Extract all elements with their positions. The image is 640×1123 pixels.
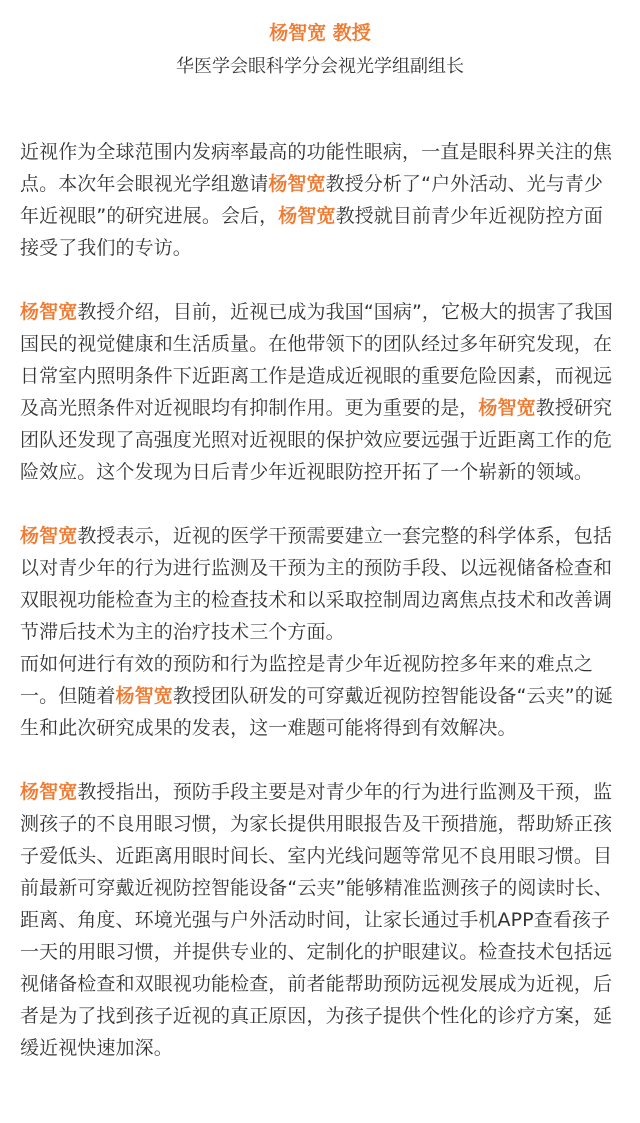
paragraph-text: 教授就目前青少年近视防控方面接受了我们的专访。 (20, 205, 603, 259)
highlighted-name: 杨智宽 (478, 397, 536, 419)
paragraph-text: 教授团队研发的可穿戴近视防控智能设备“云夹”的诞生和此次研究成果的发表，这一难题可能将得到有效解决。 (20, 685, 613, 739)
article-header (0, 0, 640, 82)
paragraph-introduction-research (20, 296, 620, 488)
paragraph-text: 教授分析了“户外活动、光与青少年近视眼”的研究进展。会后， (20, 173, 603, 227)
paragraph-text: 教授介绍，目前，近视已成为我国“国病”，它极大的损害了我国国民的视觉健康和生活质量。在他带领下的团队经过多年研究发现，在日常室内照明条件下近距离工作是造成近视眼的重要危险因素，而视远及高光照条件对近视眼均有抑制作用。更为重要的是， (20, 301, 613, 419)
paragraph-text: 近视作为全球范围内发病率最高的功能性眼病，一直是眼科界关注的焦点。本次年会眼视光学组邀请 (20, 141, 613, 195)
expert-position: 华医学会眼科学分会视光学组副组长 (176, 56, 464, 77)
paragraph-prevention-difficulty (20, 648, 620, 744)
highlighted-name: 杨智宽 (115, 685, 173, 707)
paragraph-spacer (20, 488, 620, 520)
article-body (0, 136, 640, 1064)
paragraph-text: 教授表示，近视的医学干预需要建立一套完整的科学体系，包括以对青少年的行为进行监测及干预为主的预防手段、以远视储备检查和双眼视功能检查为主的检查技术和以采取控制周边离焦点技术和改善调节滞后技术为主的治疗技术三个方面。 (20, 525, 613, 643)
paragraph-intervention-system (20, 520, 620, 648)
highlighted-name: 杨智宽 (278, 205, 336, 227)
highlighted-name: 杨智宽 (20, 525, 78, 547)
paragraph-intro (20, 136, 620, 264)
paragraph-text: 教授研究团队还发现了高强度光照对近视眼的保护效应要远强于近距离工作的危险效应。这个发现为日后青少年近视眼防控开拓了一个崭新的领域。 (20, 397, 613, 483)
paragraph-spacer (20, 264, 620, 296)
paragraph-prevention-methods (20, 776, 620, 1064)
highlighted-name: 杨智宽 (268, 173, 326, 195)
highlighted-name: 杨智宽 (20, 781, 78, 803)
highlighted-name: 杨智宽 (20, 301, 78, 323)
paragraph-text: 而如何进行有效的预防和行为监控是青少年近视防控多年来的难点之一。但随着 (20, 653, 594, 707)
paragraph-spacer (20, 744, 620, 776)
expert-name-title: 杨智宽 教授 (269, 22, 371, 44)
paragraph-text: 教授指出，预防手段主要是对青少年的行为进行监测及干预，监测孩子的不良用眼习惯，为家长提供用眼报告及干预措施，帮助矫正孩子爱低头、近距离用眼时间长、室内光线问题等常见不良用眼习惯。目前最新可穿戴近视防控智能设备“云夹”能够精准监测孩子的阅读时长、距离、角度、环境光强与户外活动时间，让家长通过手机APP查看孩子一天的用眼习惯，并提供专业的、定制化的护眼建议。检查技术包括远视储备检查和双眼视功能检查，前者能帮助预防远视发展成为近视，后者是为了找到孩子近视的真正原因，为孩子提供个性化的诊疗方案，延缓近视快速加深。 (20, 781, 613, 1059)
